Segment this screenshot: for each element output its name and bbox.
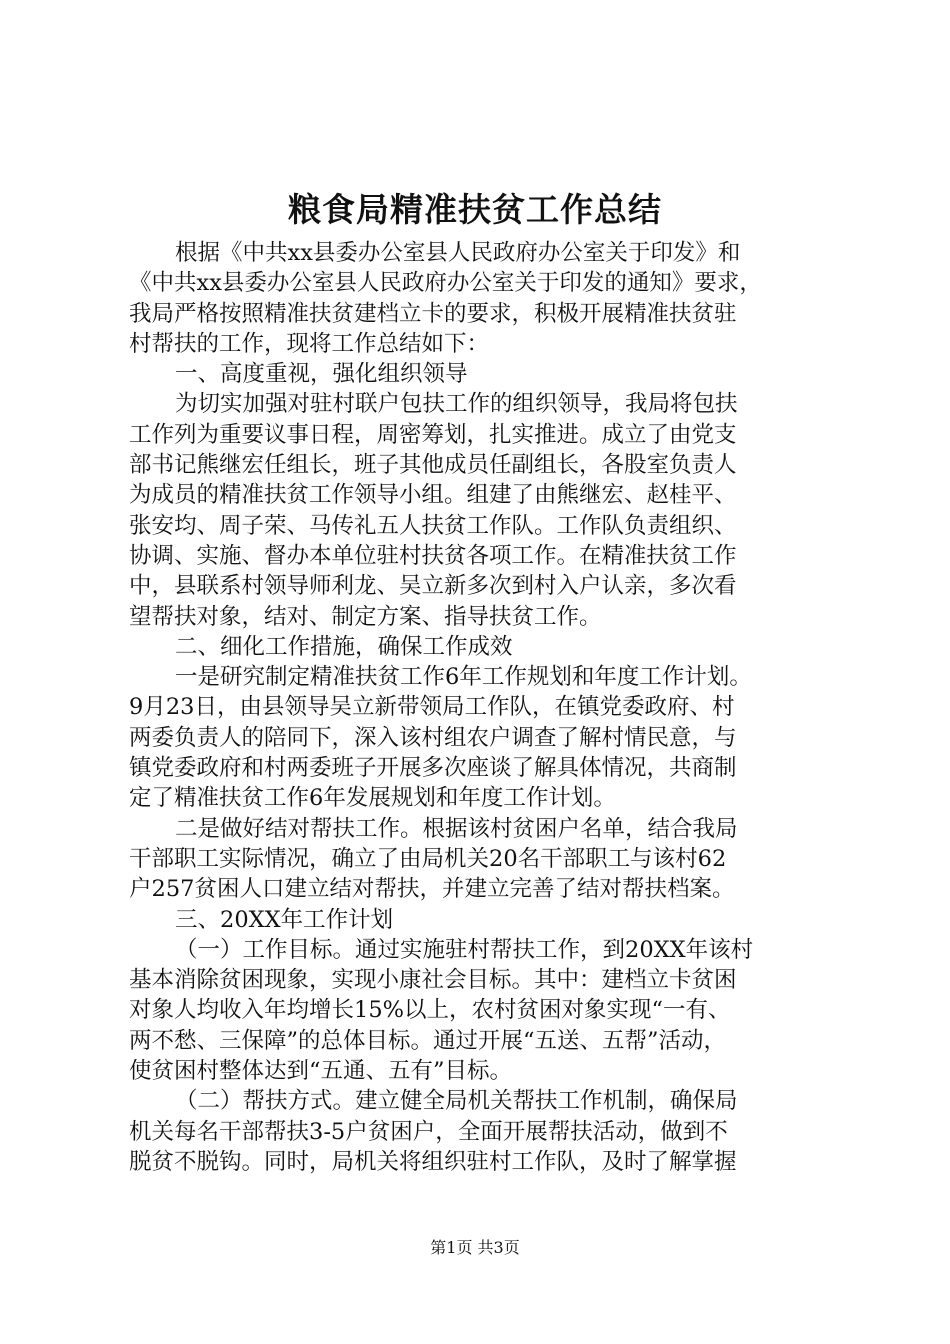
body-line: 张安均、周子荣、马传礼五人扶贫工作队。工作队负责组织、 [129,512,737,539]
section-heading: 二、细化工作措施，确保工作成效 [175,633,513,660]
body-line: 机关每名干部帮扶3-5户贫困户，全面开展帮扶活动，做到不 [129,1118,728,1145]
body-line: 中，县联系村领导师利龙、吴立新多次到村入户认亲，多次看 [129,573,737,600]
document-title: 粮食局精准扶贫工作总结 [288,190,662,229]
section-heading: 三、20XX年工作计划 [175,906,394,933]
body-line: 对象人均收入年均增长15%以上，农村贫困对象实现“一有、 [129,997,731,1024]
body-line: 为切实加强对驻村联户包扶工作的组织领导，我局将包扶 [175,391,738,418]
body-line: （二）帮扶方式。建立健全局机关帮扶工作机制，确保局 [175,1088,738,1115]
body-line: 我局严格按照精准扶贫建档立卡的要求，积极开展精准扶贫驻 [129,300,737,327]
body-line: 基本消除贫困现象，实现小康社会目标。其中：建档立卡贫困 [129,967,737,994]
body-line: 定了精准扶贫工作6年发展规划和年度工作计划。 [129,785,616,812]
body-line: 干部职工实际情况，确立了由局机关20名干部职工与该村62 [129,845,727,872]
section-heading: 一、高度重视，强化组织领导 [175,361,468,388]
body-line: 脱贫不脱钩。同时，局机关将组织驻村工作队，及时了解掌握 [129,1148,737,1175]
body-line: 户257贫困人口建立结对帮扶，并建立完善了结对帮扶档案。 [129,876,735,903]
document-body [129,238,829,1177]
body-line: 协调、实施、督办本单位驻村扶贫各项工作。在精准扶贫工作 [129,542,737,569]
body-line: （一）工作目标。通过实施驻村帮扶工作，到20XX年该村 [175,936,754,963]
body-line: 二是做好结对帮扶工作。根据该村贫困户名单，结合我局 [175,815,738,842]
body-line: 9月23日，由县领导吴立新带领局工作队，在镇党委政府、村 [129,694,735,721]
body-line: 为成员的精准扶贫工作领导小组。组建了由熊继宏、赵桂平、 [129,482,737,509]
body-line: 两委负责人的陪同下，深入该村组农户调查了解村情民意，与 [129,724,737,751]
body-line: 村帮扶的工作，现将工作总结如下： [129,330,490,357]
body-line: 根据《中共xx县委办公室县人民政府办公室关于印发》和 [175,240,741,266]
body-line: 镇党委政府和村两委班子开展多次座谈了解具体情况，共商制 [129,755,737,782]
body-line: 一是研究制定精准扶贫工作6年工作规划和年度工作计划。 [175,664,752,691]
body-line: 《中共xx县委办公室县人民政府办公室关于印发的通知》要求， [129,270,762,297]
body-line: 两不愁、三保障”的总体目标。通过开展“五送、五帮”活动， [129,1027,727,1054]
body-line: 望帮扶对象，结对、制定方案、指导扶贫工作。 [129,603,602,630]
body-line: 使贫困村整体达到“五通、五有”目标。 [129,1058,513,1085]
page-footer: 第1页 共3页 [430,1238,520,1257]
body-line: 部书记熊继宏任组长，班子其他成员任副组长，各股室负责人 [129,452,737,479]
body-line: 工作列为重要议事日程，周密筹划，扎实推进。成立了由党支 [129,421,737,448]
